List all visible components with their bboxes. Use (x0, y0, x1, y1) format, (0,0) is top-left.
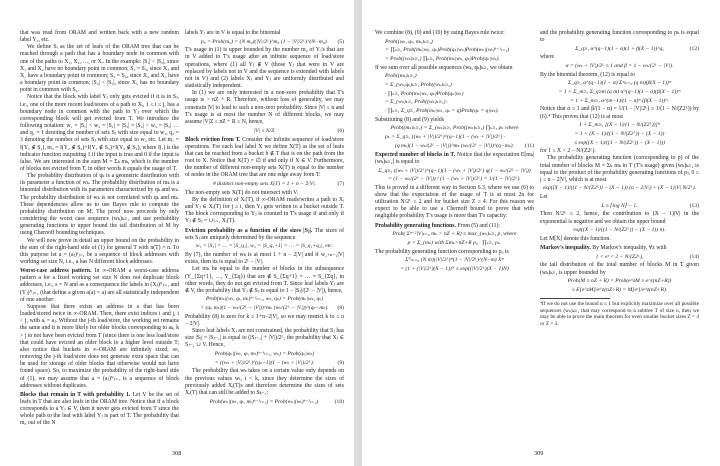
equation (375, 240, 534, 247)
column-right (185, 30, 344, 407)
paragraph: for 1 ≤ X < 2 − N/(Z2ᴸ). (540, 148, 596, 155)
paragraph: The probability generating function corresponding to p₀ is (375, 248, 509, 255)
equation (375, 82, 534, 89)
equation-body: = (qₖ mₖ)(1 − wₖ/(2ᴸ − |V|))^mₖ (wₖ/(2ᴸ − |V|))^(qₖ−mₖ). (200, 305, 329, 312)
paragraph: By the definition of Xᵢ(T), if ∞-ORAM reads/writes a path to Xᵢ and Yⱼ ∈ Xᵢ(T) for j ≥ i, then Yⱼ gets written to a bucket outside T. The block corresponding to Yⱼ is counted in T's usage if and only if Yⱼ ∉ Sⱼ = ∪ʲᵢ₌₁ Xᵢ(T). (185, 196, 344, 225)
equation-body: = 1 + (X − 1)/((1 − N/(Z2ᴸ)) − (X − 1)) (574, 130, 665, 137)
equation (185, 360, 344, 367)
paragraph: Let (540, 194, 548, 201)
equation-body: # distinct non-empty sets X(T) = 1 + n − 2|V|. (212, 181, 317, 188)
equation-number: (9) (337, 359, 344, 366)
equation-body: 1 + Σ_m≥₁ [(X − 1)/(1 − N/(Z2ᴸ))]ᵐ (579, 122, 660, 129)
equation (375, 143, 534, 150)
equation-body: Prob((mₖ)ₖ≥₁) (385, 73, 417, 80)
equation-body: = (1 + (|V|/2ᴸ)(X − 1))ᴺ ≤ exp((|V|/2ᴸ)(X − 1)N) (400, 265, 509, 272)
paragraph: where (540, 54, 555, 61)
paragraph-text: From (5) and (11): (455, 222, 501, 229)
run-in-heading: Block eviction from T. (185, 136, 241, 143)
equation-body: · ∏ₖ≥₁ Prob(mₖ|wₖ, qₖ)Prob(qₖ|wₖ) (385, 90, 464, 97)
equation-body: Prob(qₖ|(wₜ, qₜ, mₜ)ᵏ⁻¹ₜ₌₁, wₖ) = Prob(qₖ|wₖ) (214, 351, 315, 358)
equation (540, 140, 699, 147)
paragraph: The probability distribution of qₖ is a geometric distribution with its parameter a function of wₖ. The probability distribution of mₖ is a binomial distribution with its parameters characterized by qₖ and wₖ. The probability distribution of wₖ is not correlated with qₖ and mₖ. These dependencies allow us to use Bayes rule to compute the probability distribution on M. The proof now proceeds by only considering the worst case sequence (wₖ)ₖ≥₁ and use probability generating functions to upper bound the tail distribution of M by using Chernoff bounding techniques. (20, 173, 179, 237)
paragraph-with-heading (20, 392, 179, 428)
equation (540, 227, 699, 234)
equation (540, 122, 699, 129)
equation (375, 134, 534, 141)
equation (375, 176, 534, 183)
paragraph: Probability (8) is zero for k ≥ 1+n−2|V|, so we may restrict k to ≤ n − 2|V|. (185, 313, 344, 327)
equation-body: = (1 − wₖ/(2ᴸ − |V|)) / (1 − (wₖ + |V|)/2ᴸ) = 1/(1 − |V|/2ᴸ). (388, 176, 521, 183)
equation-body: Σ_q≥₁ α^(q−1)(1 − α)(1 + β(X − 1))^q, (575, 45, 664, 52)
equation-body: = ((wₖ + |V|)/2ᴸ)^(qₖ−1)(1 − (wₖ + |V|)/2ᴸ). (214, 359, 315, 366)
paragraph-text: In ∞-ORAM a worst-case address pattern a for a fixed working set size N does not duplicate block addresses, i.e., s = N and as a consequence the labels in (Xⱼ)ᴺⱼ₌₁ and (Yⱼ)ᴺⱼ₌₁ (that define a given a(a) = a) are all statistically independent of one another: (20, 268, 179, 303)
paragraph: We combine (8), (9) and (10) by using Bayes rule twice: (375, 30, 505, 36)
run-in-heading: Probability generating functions. (375, 222, 456, 229)
paragraph-text: Notice that the expectation E[mₖ|(wₖ)ₖ≥₁] is equal to (375, 151, 535, 165)
equation-number: (8) (337, 305, 344, 312)
equation-body: = 1 + Σ_m≥₁ Σ_q≥m (q m) α^(q−1)(1 − α)(β(X − 1))ᵐ (558, 89, 681, 96)
equation (375, 125, 534, 132)
paragraph: Let M[X] denote this function. (540, 235, 611, 242)
run-in-heading: Eviction probability as a function of the sizes |Sⱼ|. (185, 227, 313, 234)
equation (540, 46, 699, 53)
equation-number: (5) (337, 38, 344, 45)
equation (185, 296, 344, 303)
equation (185, 181, 344, 188)
run-in-heading: Expected number of blocks in T. (375, 151, 456, 158)
page-left (0, 0, 354, 466)
equation (540, 63, 699, 70)
paragraph: labels Yⱼ are in V is equal to the binomial (185, 30, 281, 36)
equation (540, 98, 699, 105)
equation (540, 287, 699, 294)
run-in-heading: Markov's inequality. (540, 245, 591, 252)
equation-body: |V| ≤ N/Z. (253, 127, 276, 134)
equation (540, 278, 699, 285)
paragraph-text: By Markov's inequality, ∀z with (590, 245, 667, 252)
equation (375, 56, 534, 63)
equation-number: (10) (334, 398, 344, 405)
paragraph: The non-empty sets X(T) do not intersect with V. (185, 189, 299, 196)
paragraph: We define Sᵢ as the set of leafs of the ORAM tree that can be reached through a path that has a boundary node in common with one of the paths to X₁, X₂, …, or Xᵢ. In the example: |S₁| < |S₂|, since X₁ and X₂ have no boundary point in common; S₂ = S₃, since X₃ and X₁ have a boundary point in common; S₃ = S₄, since X₄ and X₃ have a boundary point in common; |S₄| < |S₅|, since X₅ has no boundary point in common with S₄. (20, 44, 179, 94)
equation-body: L ≥ ⌈log N⌉ − 1. (601, 202, 638, 209)
equation (185, 305, 344, 312)
paragraph: Notice that the block with label Yⱼ only gets evicted if it is in Sⱼ, i.e., one of the more recent load/stores of a path to Xᵢ, 1 ≤ i ≤ j, has a boundary node in common with the path to Yⱼ over which the corresponding block will get evicted from T. We introduce the following notation: w₁ = |S₁| < w₂ = |S₂| = |S₃| = |S₄| < w₃ = |S₅| … and q₁ = 1 denoting the number of sets Sⱼ with size equal to w₁, q₂ = 3 denoting the number of sets Sⱼ with size equal to w₂ etc. Let m₁ = I(Y₁ ∉ S₁), m₂ = I(Y₂ ∉ S₂)+I(Y₃ ∉ S₃)+I(Y₄ ∉ S₄), where I(.) is the indicator function outputting 1 if the input is true and 0 if the input is false. We are interested in the sum M = Σₖ mₖ, which is the number of blocks not evicted from T, in other words it equals the usage of T. (20, 94, 179, 172)
equation (375, 266, 534, 273)
paragraph: Notice that α ≤ 1 and β/(1 − α) = 1/(1 − |V|/2ᴸ) ≤ 1/(1 − N/(Z2ᴸ)) by (6).⁴ This proves that (12) is at most (540, 106, 699, 120)
paragraph: This is proved in a different way in Section 6.3, where we use (6) to show that the expectation of the usage of T is at most 2n for utilization N/2ᴸ ≤ 2 and for bucket size Z ≥ 4. For this reason we expect to be able to use a Chernoff bound to prove that with negligible probability T's usage is more than T's capacity: (375, 184, 534, 220)
equation-body: = Prob((wₖ)ₖ≥₁) ∏ₖ≥₁ Prob(mₖ|wₖ, qₖ)Prob(qₖ|wₖ). (385, 55, 500, 62)
paragraph: In (1) we are only interested in a non-zero probability that T's usage is > nZ + R. Therefore, without loss of generality, we may constrain |V| to lead to such a non-zero probability. Since |V| ≤ n and T's usage is at most the number N of different blocks, we may assume |V|Z ≤ nZ + R ≤ N, hence, (185, 90, 344, 125)
paragraph-with-heading (375, 152, 534, 166)
equation (540, 203, 699, 210)
paragraph: Then N/2ᴸ ≤ 2, hence, the contribution to (X − 1)|V| in the exponential is negative and we obtain the upper bound (540, 211, 699, 225)
equation-body: (q mₖ)(1 − wₖ/(2ᴸ − |V|))^mₖ (wₖ/(2ᴸ − |V|))^(q−mₖ). (394, 142, 515, 149)
paragraph: and the probability generating function corresponding to pₖ is equal to (540, 30, 699, 44)
equation-body: p₀ = Prob(m₀) = (N m₀)(|V|/2ᴸ)^m₀ (1 − |V|/2ᴸ)^(N−m₀). (200, 38, 329, 45)
equation-body: pₖ = Σ_q≥₁ ((wₖ + |V|)/2ᴸ)^(q−1)(1 − (wₖ + |V|)/2ᴸ) · (385, 133, 506, 140)
equation-body: α = (wₖ + |V|)/2ᴸ ≤ 1 and β = 1 − wₖ/(2ᴸ − |V|). (565, 63, 674, 70)
paragraph: The probability generating function (corresponding to p) of the total number of blocks M = Σₖ mₖ in T (T's usage) given (wₖ)ₖ≥₁ is equal to the product of the probability generating functions of pⱼ, 0 ≤ j ≤ n − 2|V|, which is at most (540, 155, 699, 183)
equation-body: · ∏ₖ≥₁ Σ_q≥₁ Prob(mₖ|wₖ, qₖ = q)Prob(qₖ = q|wₖ). (385, 107, 499, 114)
equation-body: = ∏ₖ≥₁ Prob(mₖ|wₖ, qₖ)Prob(qₖ|wₖ)Prob(wₖ|(wₜ)ᵏ⁻¹ₜ₌₁) (385, 47, 510, 54)
run-in-heading: Blocks that remain in T with probability 1. (20, 391, 131, 398)
footnote: ⁴If we do not use the bound α ≤ 1 but explicitly maximize over all possible sequences (wₖ)ₖ≥₁ that may correspond to a subtree T of size n, then we may be able to prove the main theorem for even smaller bucket sizes Z = 4 or Z = 3. (540, 301, 699, 327)
equation (375, 91, 534, 98)
paragraph: By (7), the number of wₖ is at most 1 + n − 2|V| and if w₁₊ₙ₋₂|V| exists, then its is equal to 2ᴸ − |V|. (185, 252, 344, 266)
paragraph: Since leaf labels Xⱼ are not constrained, the probability that Sⱼ has size |Sⱼ| = |Sⱼ₋₁| is equal to (|Sⱼ₋₁| + |V|)/2ᴸ, the probability that Xⱼ ∈ Sⱼ₋₁ ∪ V. Hence, (185, 328, 344, 349)
paragraph: By the binomial theorem, (12) is equal to (540, 71, 635, 78)
equation (540, 131, 699, 138)
equation-body: Prob( Σⁿ⁻²|V|ₖ₌₀ mₖ > nZ + R) ≤ max_(wₖ)ₖ≥₁ p, where (392, 231, 517, 238)
equation-body: 1 < eᶻ < 2 − N/(Z2ᴸ), (595, 253, 644, 260)
equation-body: Prob((mₖ)ₖ≥₁) = Σ_(wₖ)ₖ≥₁ Prob((wₖ)ₖ≥₁) ∏ₖ≥₁ pₖ where (390, 125, 519, 132)
page-number: 309 (534, 450, 544, 457)
equation (375, 39, 534, 46)
paragraph: that was read from ORAM and written back with a new random label Y₂, etc. (20, 30, 179, 44)
equation-number: (14) (689, 253, 699, 260)
equation (540, 254, 699, 261)
page-number: 308 (172, 450, 182, 457)
footnote-rule (540, 298, 610, 299)
paragraph: T's usage in (1) is upper bounded by the number m₀ of Yⱼ's that are in V added to T's usage after an infinite sequence of load/store operations, where (1) all Yⱼ ∉ V (those Yⱼ that were in V are replaced by labels not in V and the sequence is extended with labels not in V) and (2) labels Xⱼ and Yⱼ are uniformly distributed and statistically independent. (185, 47, 344, 90)
equation-body: p = Σ_(mₖ) with Σmₖ>nZ+R p₀ · ∏ₖ≥₁ pₖ. (407, 239, 502, 246)
paragraph: Suppose that there exists an address in a that has been loaded/stored twice in ∞-ORAM. Then, there exist indices i and j, i < j, with aᵢ = aⱼ. Without the j-th load/store, the working set remains the same and it is more likely for older blocks corresponding to aₖ, k > j to not have been evicted from T (since there is one less load/store that could have evicted an older block to a higher level outside T; also notice that buckets in ∞-ORAM are infinitely sized, so, removing the j-th load/store does not generate extra space that can be used for storage of older blocks that otherwise would not have found space). So, to maximize the probability of the right-hand side of (1), we may assume that a = (aⱼ)ᴺⱼ₌₁ is a sequence of block addresses without duplicates. (20, 303, 179, 389)
equation (375, 108, 534, 115)
equation (375, 257, 534, 264)
equation-body: Prob(M ≥ nZ + R) = Prob(e^zM ≥ e^z(nZ+R)) (567, 278, 672, 285)
equation (375, 168, 534, 175)
paragraph: Let mₖ be equal to the number of blocks in the subsequence (Y_{Σq+1}, …, Y_{Σq}) that are ∉ S_{Σq+1} = … = S_{Σq}, in other words, they do not get evicted from T. Since leaf labels Yⱼ are ∉ V, the probability that Yⱼ ∉ Sⱼ is equal to 1 − |Sⱼ|/(2ᴸ − |V|), hence, (185, 266, 344, 294)
equation (375, 73, 534, 80)
column-left (20, 30, 179, 428)
equation (185, 243, 344, 250)
equation-body: ≤ exp((X − 1)/((1 − N/(Z2ᴸ)) − (X − 1))) (573, 139, 666, 146)
equation-number: (12) (689, 45, 699, 52)
equation-body: = 1 + Σ_m≥₁ α^(m−1)/(1 − α)ᵐ (β(X − 1))ᵐ. (570, 97, 669, 104)
paragraph: If we sum over all possible sequences (wₖ, qₖ)ₖ≥₁ we obtain (375, 64, 513, 71)
equation-body: exp((X − 1)/((1 − N/(Z2ᴸ)) − (X − 1)) (n − 2|V|) + (X − 1)|V| N/2ᴸ). (542, 185, 697, 192)
equation-body: w₁ = |S₁| = … = |S_q₁|, w₂ = |S_q₁+1| = … = |S_q₁+q₂|, etc. (195, 243, 334, 250)
equation (375, 99, 534, 106)
equation (185, 351, 344, 358)
equation-number: (6) (337, 127, 344, 134)
column-right (540, 30, 699, 327)
equation-body: Prob(wₖ|(wₜ, qₜ, mₜ)ᵏ⁻¹ₜ₌₁) = Prob(wₖ|(wₜ)ᵏ⁻¹ₜ₌₁). (209, 398, 320, 405)
run-in-heading: Worst-case address pattern. (20, 268, 92, 275)
equation (375, 231, 534, 238)
column-left (375, 30, 534, 275)
equation-number: (11) (524, 142, 534, 149)
equation-body: Σ_q≥₁ ((wₖ + |V|)/2ᴸ)^(q−1)(1 − (wₖ + |V|)/2ᴸ) q(1 − wₖ/(2ᴸ − |V|)) (378, 167, 531, 174)
paragraph-text: The sizes of sets Sⱼ are uniquely determined by the sequence (185, 227, 344, 241)
paragraph-with-heading (185, 137, 344, 180)
paragraph: the tail distribution of the total number of blocks M in T given (wₖ)ₖ≥₁ is upper bounded by (540, 262, 699, 276)
paragraph: Substituting (8) and (9) yields (375, 116, 444, 123)
equation-number: (13) (689, 202, 699, 209)
equation-body: Σᴺₘ₌₀ (N m)(|V|/2ᴸ)ᵐ(1 − |V|/2ᴸ)^(N−m) Xᵐ (405, 257, 504, 264)
equation (540, 185, 699, 192)
paragraph: We will now prove in detail an upper bound on the probability in the sum of the right-hand side of (1) for general T with n(T) = n. To this purpose let a = (aⱼ)ˢⱼ₌₁ be a sequence of block addresses with working set size N, i.e., a has N different block addresses. (20, 237, 179, 265)
paragraph: The probability that wₖ takes on a certain value only depends on the previous values wₜ, t < k, since they determine the sizes of previously added Xᵢ(T)s and therefore determine the sizes of sets Xᵢ(T) that can still be added to Sₖ₋₁: (185, 368, 344, 396)
paragraph-text: Let V be the set of leafs in T that are also leafs in the ORAM tree. Notice that if a block corresponds to a Yⱼ ∈ V, then it never gets evicted from T since the whole path to the leaf with label Yⱼ is part of T. The probability that m₀ out of the N (20, 391, 179, 427)
equation (540, 89, 699, 96)
equation-body: Σ_q≥₁ α^(q−1)(1 − α) Σᵠₘ₌₀ (q m)(β(X − 1))ᵐ (567, 80, 672, 87)
equation-body: Prob(mₖ|(wₜ, qₜ, mₜ)ᵏ⁻¹ₜ₌₁, wₖ, qₖ) = Prob(mₖ|wₖ, qₖ) (205, 296, 324, 303)
page-right (362, 0, 720, 466)
equation-body: exp((X − 1)/((1 − N/(Z2ᴸ)) − (X − 1)) n). (573, 227, 666, 234)
equation-body: = Σ_(wₖ)ₖ≥₁ Prob((wₖ)ₖ≥₁) · (385, 99, 449, 106)
equation-body: Prob((wₖ, qₖ, mₖ)ₖ≥₁) (385, 38, 433, 45)
equation (185, 128, 344, 135)
paragraph-with-heading (540, 245, 699, 252)
equation (185, 399, 344, 406)
equation-body: ≤ E[e^zM]/e^z(nZ+R) = M[eᶻ]/e^z(nZ+R). (571, 286, 668, 293)
paragraph-with-heading (185, 228, 344, 242)
equation (540, 80, 699, 87)
paragraph-with-heading (20, 268, 179, 304)
equation (375, 47, 534, 54)
equation-number: (7) (337, 181, 344, 188)
equation (185, 39, 344, 46)
paragraph-text: Consider the infinite sequence of load/store operations. For each leaf label X we define X(T) as the set of leafs that can be reached from a bucket b ∉ T that is on the path from the root to X. Notice that X(T) = ∅ if and only if X ∈ V. Furthermore, the number of different non-empty sets X(T) is equal to the number of nodes in the ORAM tree that are one edge away from T: (185, 136, 344, 179)
equation-body: = Σ_(wₖ,qₖ)ₖ≥₁ Prob((wₖ)ₖ≥₁) · (385, 81, 455, 88)
paragraph-with-heading (375, 223, 534, 230)
